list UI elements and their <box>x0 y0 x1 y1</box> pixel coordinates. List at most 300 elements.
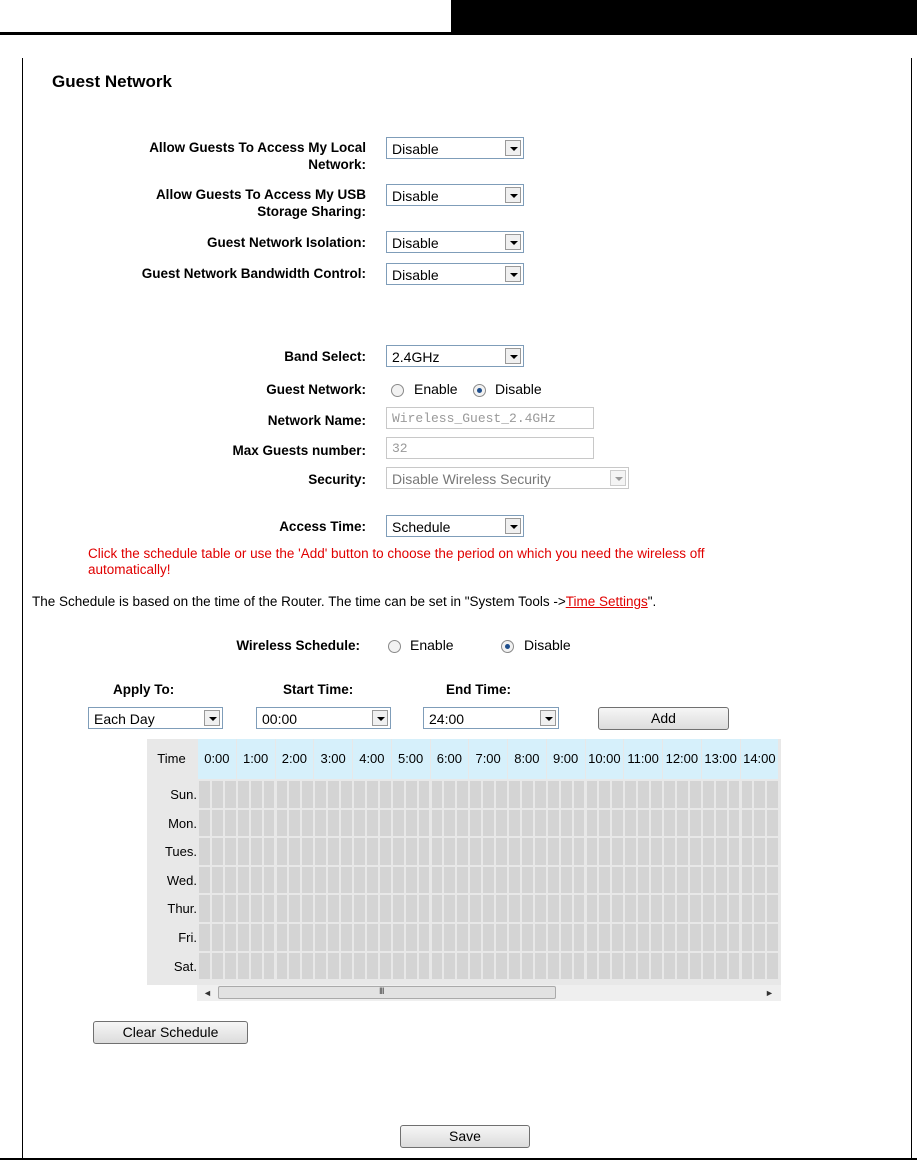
schedule-cell[interactable] <box>432 810 443 837</box>
schedule-cell[interactable] <box>703 924 714 951</box>
schedule-cell[interactable] <box>767 867 778 894</box>
schedule-cell[interactable] <box>380 895 391 922</box>
schedule-cell[interactable] <box>419 781 430 808</box>
schedule-cell[interactable] <box>742 867 753 894</box>
schedule-cell[interactable] <box>703 953 714 980</box>
schedule-cell[interactable] <box>638 924 649 951</box>
schedule-cell[interactable] <box>612 895 623 922</box>
schedule-cell[interactable] <box>574 781 585 808</box>
schedule-cell[interactable] <box>754 953 765 980</box>
schedule-cell[interactable] <box>238 838 249 865</box>
schedule-cell[interactable] <box>522 810 533 837</box>
clear-schedule-button[interactable]: Clear Schedule <box>93 1021 248 1044</box>
schedule-cell[interactable] <box>677 867 688 894</box>
schedule-cell[interactable] <box>212 895 223 922</box>
schedule-cell[interactable] <box>380 953 391 980</box>
schedule-cell[interactable] <box>432 924 443 951</box>
schedule-cell[interactable] <box>561 924 572 951</box>
schedule-cell[interactable] <box>651 838 662 865</box>
guest-network-enable-radio[interactable] <box>391 384 404 397</box>
schedule-cell[interactable] <box>561 781 572 808</box>
schedule-cell[interactable] <box>328 838 339 865</box>
schedule-cell[interactable] <box>651 924 662 951</box>
schedule-cell[interactable] <box>328 810 339 837</box>
schedule-cell[interactable] <box>729 867 740 894</box>
schedule-cell[interactable] <box>251 838 262 865</box>
schedule-cell[interactable] <box>587 781 598 808</box>
schedule-cell[interactable] <box>328 924 339 951</box>
schedule-cell[interactable] <box>509 867 520 894</box>
schedule-cell[interactable] <box>354 953 365 980</box>
schedule-cell[interactable] <box>548 838 559 865</box>
schedule-cell[interactable] <box>444 838 455 865</box>
schedule-cell[interactable] <box>587 867 598 894</box>
schedule-cell[interactable] <box>767 810 778 837</box>
schedule-cell[interactable] <box>406 838 417 865</box>
schedule-cell[interactable] <box>599 810 610 837</box>
schedule-cell[interactable] <box>432 867 443 894</box>
apply-to-select[interactable] <box>88 707 223 729</box>
schedule-cell[interactable] <box>367 895 378 922</box>
schedule-cell[interactable] <box>716 895 727 922</box>
schedule-cell[interactable] <box>625 867 636 894</box>
schedule-cell[interactable] <box>380 838 391 865</box>
schedule-cell[interactable] <box>496 953 507 980</box>
schedule-cell[interactable] <box>677 953 688 980</box>
schedule-cell[interactable] <box>264 953 275 980</box>
schedule-cell[interactable] <box>522 895 533 922</box>
schedule-cell[interactable] <box>302 781 313 808</box>
schedule-cell[interactable] <box>251 895 262 922</box>
schedule-cell[interactable] <box>767 781 778 808</box>
schedule-cell[interactable] <box>587 953 598 980</box>
schedule-cell[interactable] <box>612 867 623 894</box>
schedule-cell[interactable] <box>367 867 378 894</box>
schedule-cell[interactable] <box>289 895 300 922</box>
schedule-cell[interactable] <box>199 924 210 951</box>
schedule-cell[interactable] <box>599 924 610 951</box>
schedule-cell[interactable] <box>315 953 326 980</box>
schedule-cell[interactable] <box>729 924 740 951</box>
schedule-cell[interactable] <box>483 924 494 951</box>
schedule-cell[interactable] <box>754 838 765 865</box>
schedule-cell[interactable] <box>767 838 778 865</box>
schedule-cell[interactable] <box>625 810 636 837</box>
schedule-cell[interactable] <box>264 924 275 951</box>
schedule-cell[interactable] <box>457 781 468 808</box>
schedule-cell[interactable] <box>406 781 417 808</box>
schedule-cell[interactable] <box>444 810 455 837</box>
schedule-cell[interactable] <box>664 810 675 837</box>
schedule-cell[interactable] <box>574 895 585 922</box>
schedule-cell[interactable] <box>380 867 391 894</box>
schedule-cell[interactable] <box>277 867 288 894</box>
schedule-cell[interactable] <box>496 895 507 922</box>
schedule-cell[interactable] <box>612 781 623 808</box>
schedule-cell[interactable] <box>225 838 236 865</box>
schedule-cell[interactable] <box>199 867 210 894</box>
schedule-cell[interactable] <box>690 953 701 980</box>
schedule-cell[interactable] <box>690 895 701 922</box>
add-button[interactable]: Add <box>598 707 729 730</box>
schedule-cell[interactable] <box>444 867 455 894</box>
schedule-cell[interactable] <box>509 781 520 808</box>
schedule-cell[interactable] <box>277 953 288 980</box>
schedule-cell[interactable] <box>406 867 417 894</box>
schedule-cell[interactable] <box>690 810 701 837</box>
isolation-select[interactable] <box>386 231 524 253</box>
schedule-cell[interactable] <box>444 924 455 951</box>
schedule-cell[interactable] <box>199 895 210 922</box>
schedule-cell[interactable] <box>664 867 675 894</box>
schedule-cell[interactable] <box>509 953 520 980</box>
schedule-cell[interactable] <box>251 867 262 894</box>
schedule-cell[interactable] <box>638 838 649 865</box>
schedule-cell[interactable] <box>238 924 249 951</box>
schedule-cell[interactable] <box>444 781 455 808</box>
schedule-cell[interactable] <box>483 781 494 808</box>
schedule-cell[interactable] <box>664 838 675 865</box>
schedule-cell[interactable] <box>483 867 494 894</box>
schedule-cell[interactable] <box>742 810 753 837</box>
schedule-cell[interactable] <box>587 810 598 837</box>
schedule-cell[interactable] <box>470 953 481 980</box>
schedule-cell[interactable] <box>470 867 481 894</box>
schedule-cell[interactable] <box>457 838 468 865</box>
schedule-cell[interactable] <box>380 781 391 808</box>
schedule-cell[interactable] <box>199 810 210 837</box>
schedule-cell[interactable] <box>677 895 688 922</box>
schedule-cell[interactable] <box>289 781 300 808</box>
schedule-cell[interactable] <box>277 781 288 808</box>
schedule-cell[interactable] <box>496 810 507 837</box>
schedule-cell[interactable] <box>716 810 727 837</box>
schedule-cell[interactable] <box>729 953 740 980</box>
schedule-cell[interactable] <box>561 953 572 980</box>
schedule-cell[interactable] <box>574 838 585 865</box>
schedule-cell[interactable] <box>277 810 288 837</box>
schedule-cell[interactable] <box>535 781 546 808</box>
schedule-cell[interactable] <box>522 781 533 808</box>
schedule-cell[interactable] <box>599 867 610 894</box>
schedule-cell[interactable] <box>328 781 339 808</box>
schedule-cell[interactable] <box>754 781 765 808</box>
schedule-cell[interactable] <box>212 867 223 894</box>
schedule-cell[interactable] <box>677 810 688 837</box>
schedule-cell[interactable] <box>767 895 778 922</box>
schedule-cell[interactable] <box>561 838 572 865</box>
schedule-cell[interactable] <box>574 867 585 894</box>
schedule-cell[interactable] <box>625 838 636 865</box>
schedule-cell[interactable] <box>535 953 546 980</box>
schedule-cell[interactable] <box>315 867 326 894</box>
schedule-cell[interactable] <box>406 810 417 837</box>
schedule-cell[interactable] <box>754 867 765 894</box>
schedule-cell[interactable] <box>315 781 326 808</box>
schedule-cell[interactable] <box>496 924 507 951</box>
access-time-select[interactable] <box>386 515 524 537</box>
schedule-cell[interactable] <box>264 867 275 894</box>
schedule-cell[interactable] <box>522 867 533 894</box>
schedule-cell[interactable] <box>457 953 468 980</box>
schedule-cell[interactable] <box>367 924 378 951</box>
scroll-right-arrow-icon[interactable]: ► <box>765 988 774 998</box>
schedule-cell[interactable] <box>651 867 662 894</box>
schedule-cell[interactable] <box>225 867 236 894</box>
schedule-cell[interactable] <box>599 953 610 980</box>
schedule-cell[interactable] <box>742 838 753 865</box>
schedule-cell[interactable] <box>651 895 662 922</box>
schedule-cell[interactable] <box>406 924 417 951</box>
schedule-cell[interactable] <box>599 781 610 808</box>
schedule-cell[interactable] <box>638 953 649 980</box>
schedule-cell[interactable] <box>289 867 300 894</box>
schedule-cell[interactable] <box>328 867 339 894</box>
schedule-cell[interactable] <box>419 838 430 865</box>
schedule-cell[interactable] <box>354 924 365 951</box>
schedule-cell[interactable] <box>225 810 236 837</box>
schedule-cell[interactable] <box>354 895 365 922</box>
schedule-cell[interactable] <box>393 867 404 894</box>
schedule-cell[interactable] <box>444 895 455 922</box>
schedule-cell[interactable] <box>302 953 313 980</box>
schedule-cell[interactable] <box>664 895 675 922</box>
schedule-cell[interactable] <box>483 895 494 922</box>
schedule-cell[interactable] <box>341 895 352 922</box>
schedule-cell[interactable] <box>716 838 727 865</box>
schedule-cell[interactable] <box>729 810 740 837</box>
schedule-cell[interactable] <box>703 810 714 837</box>
schedule-cell[interactable] <box>341 953 352 980</box>
schedule-cell[interactable] <box>690 867 701 894</box>
schedule-cell[interactable] <box>457 810 468 837</box>
schedule-cell[interactable] <box>212 953 223 980</box>
schedule-cell[interactable] <box>302 924 313 951</box>
schedule-cell[interactable] <box>277 924 288 951</box>
schedule-cell[interactable] <box>574 953 585 980</box>
wireless-schedule-enable-radio[interactable] <box>388 640 401 653</box>
schedule-cell[interactable] <box>535 867 546 894</box>
schedule-cell[interactable] <box>251 781 262 808</box>
schedule-cell[interactable] <box>277 895 288 922</box>
save-button[interactable]: Save <box>400 1125 530 1148</box>
time-settings-link[interactable]: Time Settings <box>565 594 648 609</box>
wireless-schedule-disable-radio[interactable] <box>501 640 514 653</box>
schedule-cell[interactable] <box>393 924 404 951</box>
schedule-cell[interactable] <box>264 838 275 865</box>
schedule-cell[interactable] <box>419 895 430 922</box>
scroll-thumb[interactable] <box>218 986 556 999</box>
schedule-cell[interactable] <box>225 953 236 980</box>
schedule-cell[interactable] <box>509 895 520 922</box>
schedule-cell[interactable] <box>341 838 352 865</box>
schedule-cell[interactable] <box>264 895 275 922</box>
schedule-cell[interactable] <box>716 867 727 894</box>
schedule-cell[interactable] <box>470 810 481 837</box>
schedule-cell[interactable] <box>264 810 275 837</box>
schedule-cell[interactable] <box>302 867 313 894</box>
schedule-cell[interactable] <box>393 781 404 808</box>
schedule-cell[interactable] <box>393 810 404 837</box>
schedule-scrollbar[interactable] <box>197 985 781 1001</box>
schedule-cell[interactable] <box>522 953 533 980</box>
schedule-cell[interactable] <box>548 895 559 922</box>
schedule-cell[interactable] <box>264 781 275 808</box>
schedule-cell[interactable] <box>483 810 494 837</box>
schedule-cell[interactable] <box>535 924 546 951</box>
schedule-cell[interactable] <box>302 810 313 837</box>
schedule-cell[interactable] <box>483 838 494 865</box>
schedule-cell[interactable] <box>380 810 391 837</box>
schedule-cell[interactable] <box>354 838 365 865</box>
schedule-cell[interactable] <box>703 838 714 865</box>
schedule-cell[interactable] <box>651 953 662 980</box>
schedule-cell[interactable] <box>315 838 326 865</box>
schedule-cell[interactable] <box>703 867 714 894</box>
schedule-cell[interactable] <box>354 810 365 837</box>
schedule-cell[interactable] <box>393 895 404 922</box>
schedule-cell[interactable] <box>561 895 572 922</box>
schedule-cell[interactable] <box>225 924 236 951</box>
schedule-cell[interactable] <box>548 924 559 951</box>
schedule-cell[interactable] <box>548 867 559 894</box>
schedule-cell[interactable] <box>212 781 223 808</box>
schedule-cell[interactable] <box>638 895 649 922</box>
schedule-cell[interactable] <box>754 895 765 922</box>
schedule-cell[interactable] <box>664 953 675 980</box>
schedule-cell[interactable] <box>612 838 623 865</box>
schedule-cell[interactable] <box>677 781 688 808</box>
schedule-cell[interactable] <box>457 895 468 922</box>
schedule-cell[interactable] <box>315 810 326 837</box>
schedule-cell[interactable] <box>742 781 753 808</box>
schedule-cell[interactable] <box>354 867 365 894</box>
schedule-cell[interactable] <box>251 953 262 980</box>
schedule-cell[interactable] <box>302 838 313 865</box>
schedule-cell[interactable] <box>251 810 262 837</box>
schedule-cell[interactable] <box>587 924 598 951</box>
schedule-cell[interactable] <box>380 924 391 951</box>
schedule-cell[interactable] <box>238 781 249 808</box>
schedule-cell[interactable] <box>767 924 778 951</box>
schedule-cell[interactable] <box>199 838 210 865</box>
schedule-cell[interactable] <box>599 838 610 865</box>
schedule-cell[interactable] <box>509 838 520 865</box>
schedule-cell[interactable] <box>238 953 249 980</box>
max-guests-input[interactable] <box>386 437 594 459</box>
schedule-cell[interactable] <box>302 895 313 922</box>
schedule-cell[interactable] <box>496 781 507 808</box>
schedule-cell[interactable] <box>612 924 623 951</box>
schedule-cell[interactable] <box>393 953 404 980</box>
schedule-cell[interactable] <box>535 838 546 865</box>
schedule-cell[interactable] <box>341 781 352 808</box>
schedule-cell[interactable] <box>496 867 507 894</box>
schedule-cell[interactable] <box>496 838 507 865</box>
schedule-cell[interactable] <box>729 781 740 808</box>
schedule-cell[interactable] <box>238 895 249 922</box>
schedule-cell[interactable] <box>548 810 559 837</box>
schedule-cell[interactable] <box>651 781 662 808</box>
schedule-cell[interactable] <box>612 953 623 980</box>
schedule-cell[interactable] <box>470 924 481 951</box>
schedule-cell[interactable] <box>535 895 546 922</box>
schedule-cell[interactable] <box>703 781 714 808</box>
schedule-cell[interactable] <box>470 781 481 808</box>
security-select[interactable] <box>386 467 629 489</box>
schedule-cell[interactable] <box>199 953 210 980</box>
schedule-cell[interactable] <box>289 838 300 865</box>
schedule-cell[interactable] <box>432 838 443 865</box>
schedule-cell[interactable] <box>690 838 701 865</box>
schedule-cell[interactable] <box>509 924 520 951</box>
schedule-cell[interactable] <box>638 781 649 808</box>
end-time-select[interactable] <box>423 707 559 729</box>
schedule-cell[interactable] <box>561 810 572 837</box>
schedule-cell[interactable] <box>574 924 585 951</box>
schedule-cell[interactable] <box>742 895 753 922</box>
schedule-cell[interactable] <box>716 953 727 980</box>
schedule-cell[interactable] <box>432 895 443 922</box>
schedule-cell[interactable] <box>754 924 765 951</box>
network-name-input[interactable] <box>386 407 594 429</box>
schedule-cell[interactable] <box>419 810 430 837</box>
guest-network-disable-radio[interactable] <box>473 384 486 397</box>
usb-sharing-select[interactable] <box>386 184 524 206</box>
band-select[interactable] <box>386 345 524 367</box>
scroll-left-arrow-icon[interactable]: ◄ <box>203 988 212 998</box>
schedule-cell[interactable] <box>625 781 636 808</box>
schedule-cell[interactable] <box>341 810 352 837</box>
schedule-cell[interactable] <box>393 838 404 865</box>
schedule-cell[interactable] <box>535 810 546 837</box>
schedule-cell[interactable] <box>690 924 701 951</box>
schedule-cell[interactable] <box>625 953 636 980</box>
schedule-cell[interactable] <box>677 838 688 865</box>
schedule-cell[interactable] <box>690 781 701 808</box>
schedule-cell[interactable] <box>522 924 533 951</box>
start-time-select[interactable] <box>256 707 391 729</box>
schedule-cell[interactable] <box>289 924 300 951</box>
schedule-cell[interactable] <box>432 781 443 808</box>
schedule-cell[interactable] <box>277 838 288 865</box>
schedule-cell[interactable] <box>367 838 378 865</box>
schedule-cell[interactable] <box>483 953 494 980</box>
schedule-cell[interactable] <box>561 867 572 894</box>
schedule-cell[interactable] <box>225 895 236 922</box>
schedule-cell[interactable] <box>548 781 559 808</box>
schedule-cell[interactable] <box>509 810 520 837</box>
schedule-cell[interactable] <box>289 810 300 837</box>
schedule-cell[interactable] <box>729 895 740 922</box>
schedule-cell[interactable] <box>367 810 378 837</box>
schedule-cell[interactable] <box>212 924 223 951</box>
schedule-cell[interactable] <box>677 924 688 951</box>
schedule-cell[interactable] <box>354 781 365 808</box>
schedule-cell[interactable] <box>599 895 610 922</box>
schedule-cell[interactable] <box>212 810 223 837</box>
schedule-cell[interactable] <box>419 867 430 894</box>
schedule-cell[interactable] <box>703 895 714 922</box>
schedule-cell[interactable] <box>651 810 662 837</box>
local-network-select[interactable] <box>386 137 524 159</box>
schedule-cell[interactable] <box>664 781 675 808</box>
schedule-cell[interactable] <box>716 781 727 808</box>
schedule-cell[interactable] <box>341 867 352 894</box>
schedule-cell[interactable] <box>406 895 417 922</box>
schedule-cell[interactable] <box>729 838 740 865</box>
schedule-cell[interactable] <box>664 924 675 951</box>
